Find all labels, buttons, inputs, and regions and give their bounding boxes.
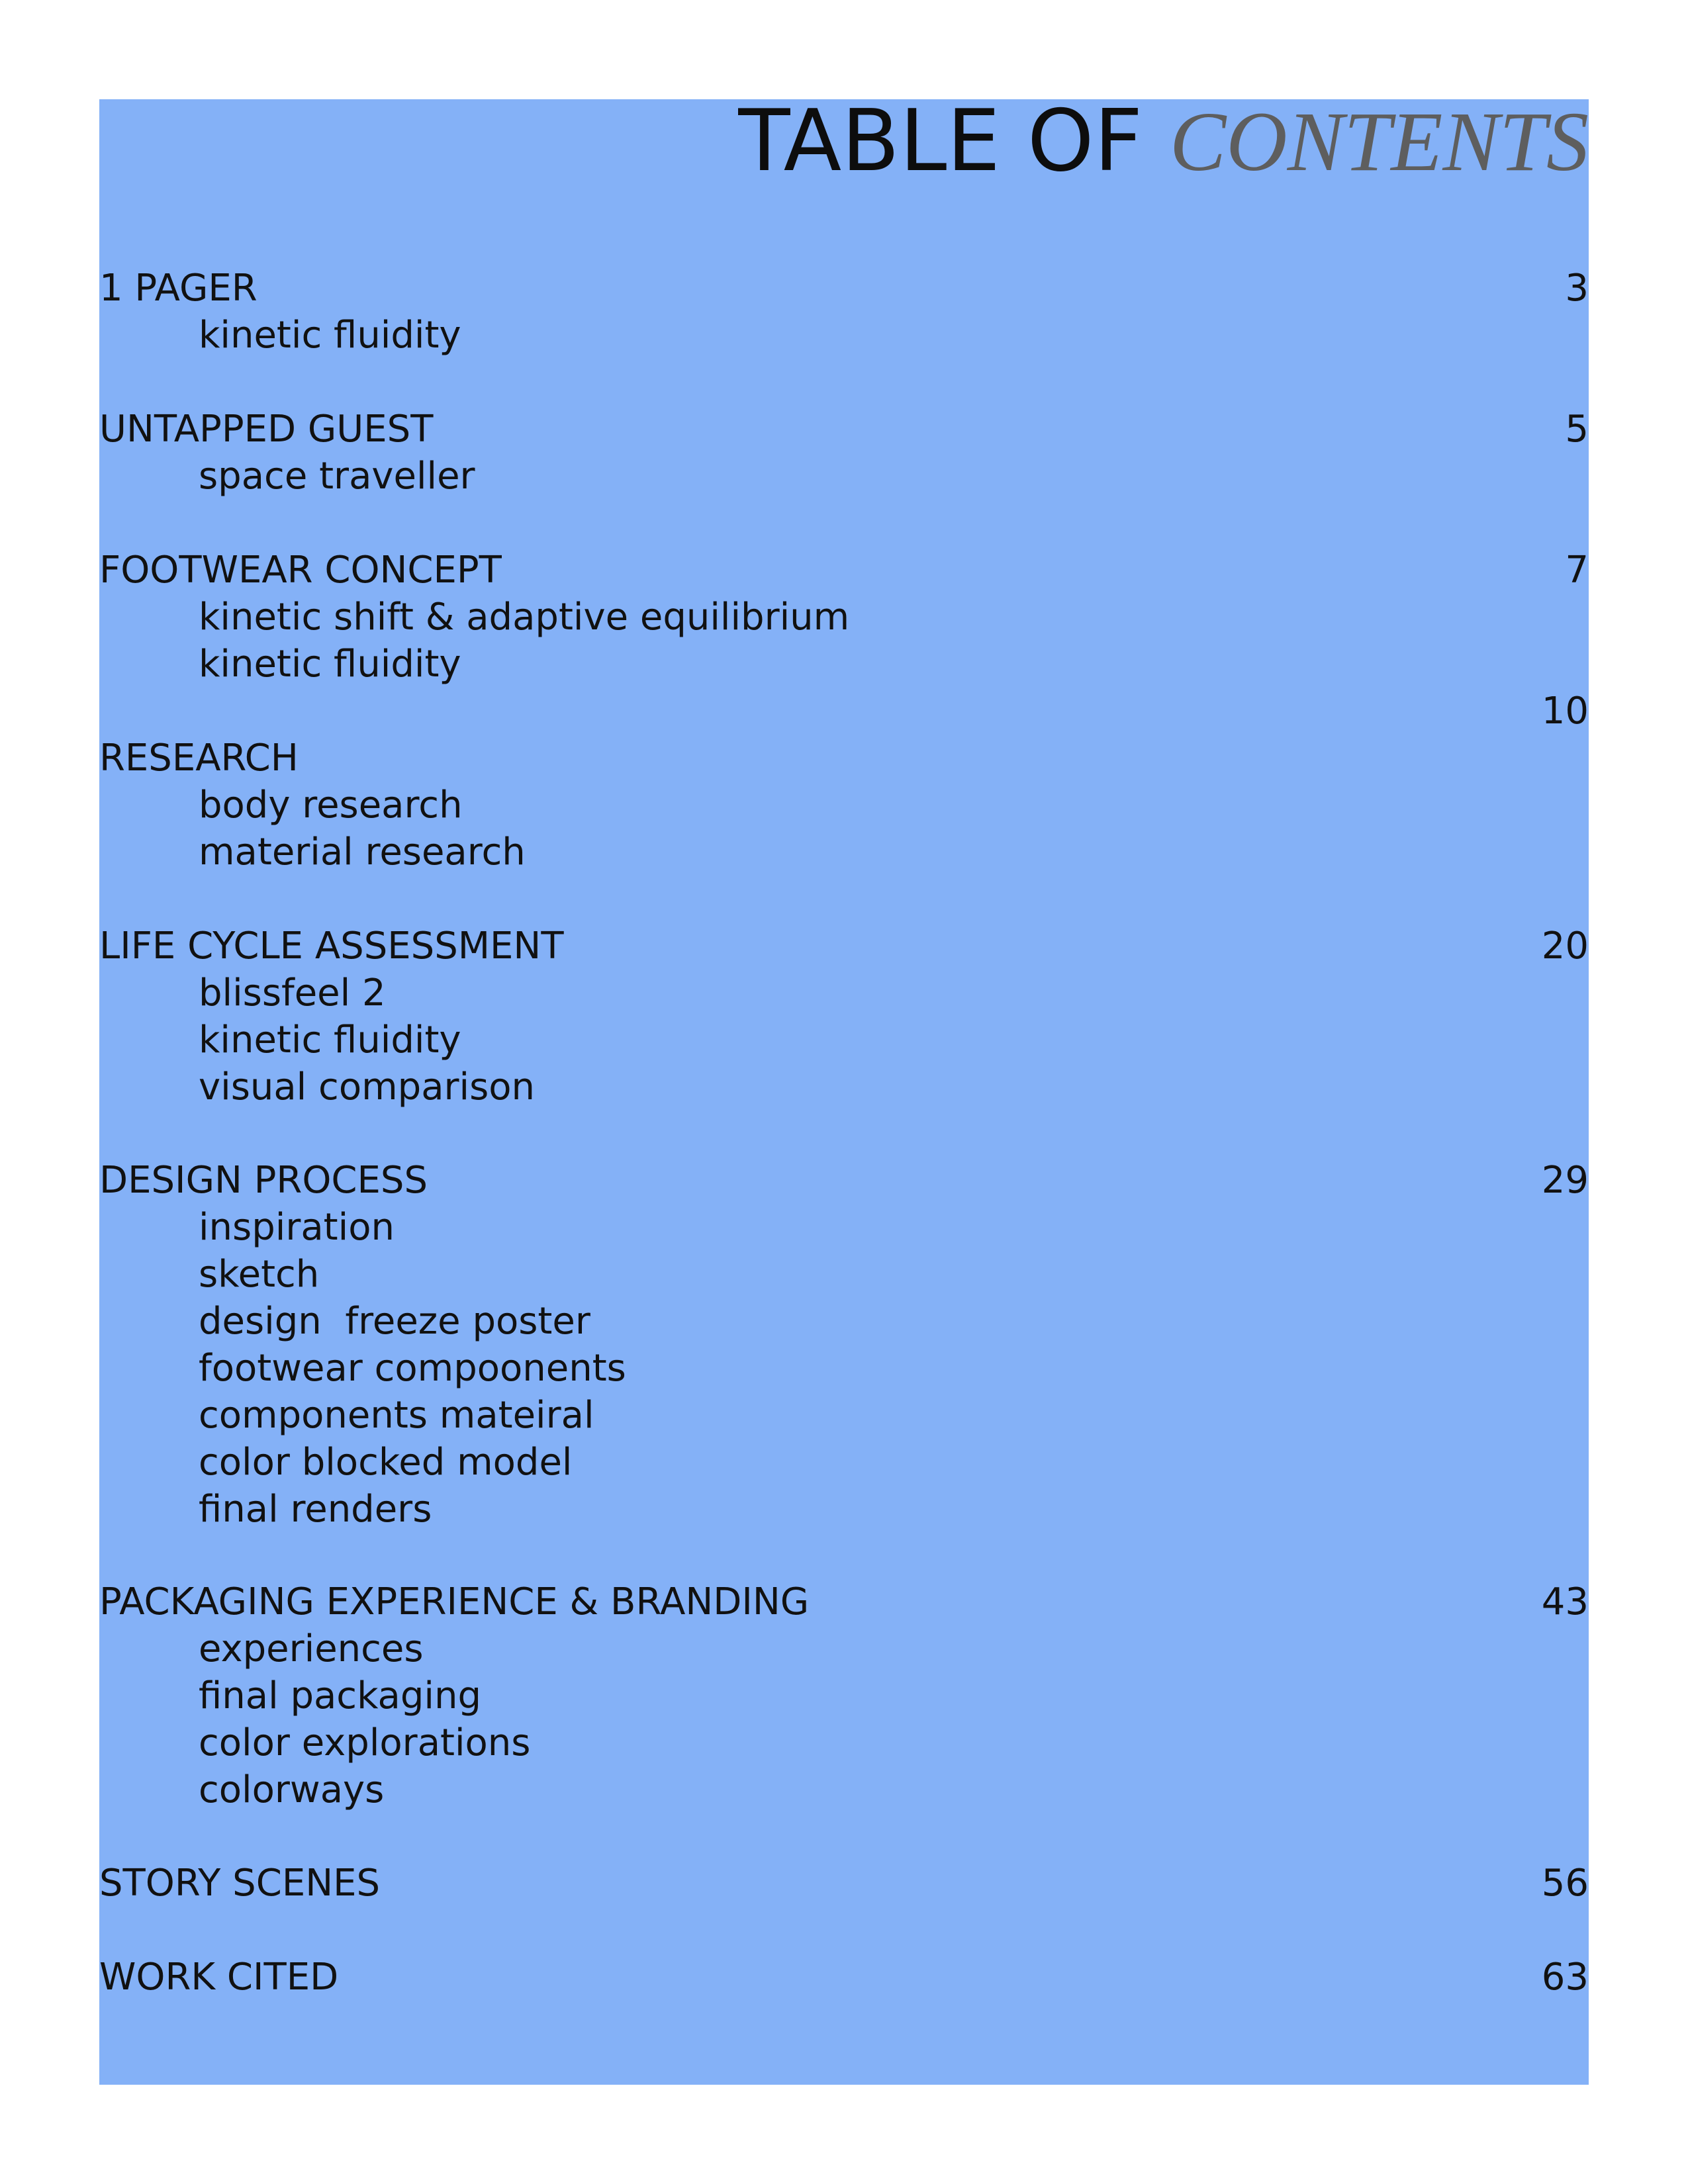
section-heading: 1 PAGER [99,267,258,310]
page-number: 43 [1541,1580,1589,1623]
subsection-item[interactable]: body research [199,784,463,827]
page-number: 10 [1541,690,1589,733]
page-number: 5 [1565,408,1589,451]
subsection-item[interactable]: kinetic shift & adaptive equilibrium [199,596,850,639]
subsection-item[interactable]: experiences [199,1627,424,1670]
subsection-item[interactable]: final renders [199,1488,432,1531]
subsection-item[interactable]: final packaging [199,1674,481,1717]
subsection-item[interactable]: color explorations [199,1721,531,1764]
section-heading: WORK CITED [99,1956,339,1999]
page-number: 7 [1565,549,1589,592]
page-number: 56 [1541,1862,1589,1905]
section-heading: DESIGN PROCESS [99,1159,428,1202]
page-number: 63 [1541,1956,1589,1999]
subsection-item[interactable]: material research [199,831,526,874]
section-heading: RESEARCH [99,737,299,780]
page-number: 20 [1541,925,1589,968]
section-heading: STORY SCENES [99,1862,381,1905]
subsection-item[interactable]: inspiration [199,1206,395,1249]
subsection-item[interactable]: components mateiral [199,1394,594,1437]
page-number: 29 [1541,1159,1589,1202]
section-heading: UNTAPPED GUEST [99,408,434,451]
section-heading: LIFE CYCLE ASSESSMENT [99,925,564,968]
toc-panel [99,92,1589,2085]
subsection-item[interactable]: kinetic fluidity [199,643,461,686]
subsection-item[interactable]: colorways [199,1768,385,1811]
subsection-item[interactable]: footwear compoonents [199,1347,626,1390]
section-heading: FOOTWEAR CONCEPT [99,549,502,592]
title-plain: TABLE OF [738,92,1143,191]
subsection-item[interactable]: kinetic fluidity [199,314,461,357]
page-title [738,92,1589,199]
page-number: 3 [1565,267,1589,310]
title-accent: CONTENTS [1169,95,1589,189]
subsection-item[interactable]: space traveller [199,455,475,498]
section-heading: PACKAGING EXPERIENCE & BRANDING [99,1580,810,1623]
subsection-item[interactable]: design freeze poster [199,1300,590,1343]
subsection-item[interactable]: sketch [199,1253,320,1296]
subsection-item[interactable]: visual comparison [199,1066,536,1109]
subsection-item[interactable]: color blocked model [199,1441,573,1484]
subsection-item[interactable]: blissfeel 2 [199,972,386,1015]
subsection-item[interactable]: kinetic fluidity [199,1019,461,1062]
